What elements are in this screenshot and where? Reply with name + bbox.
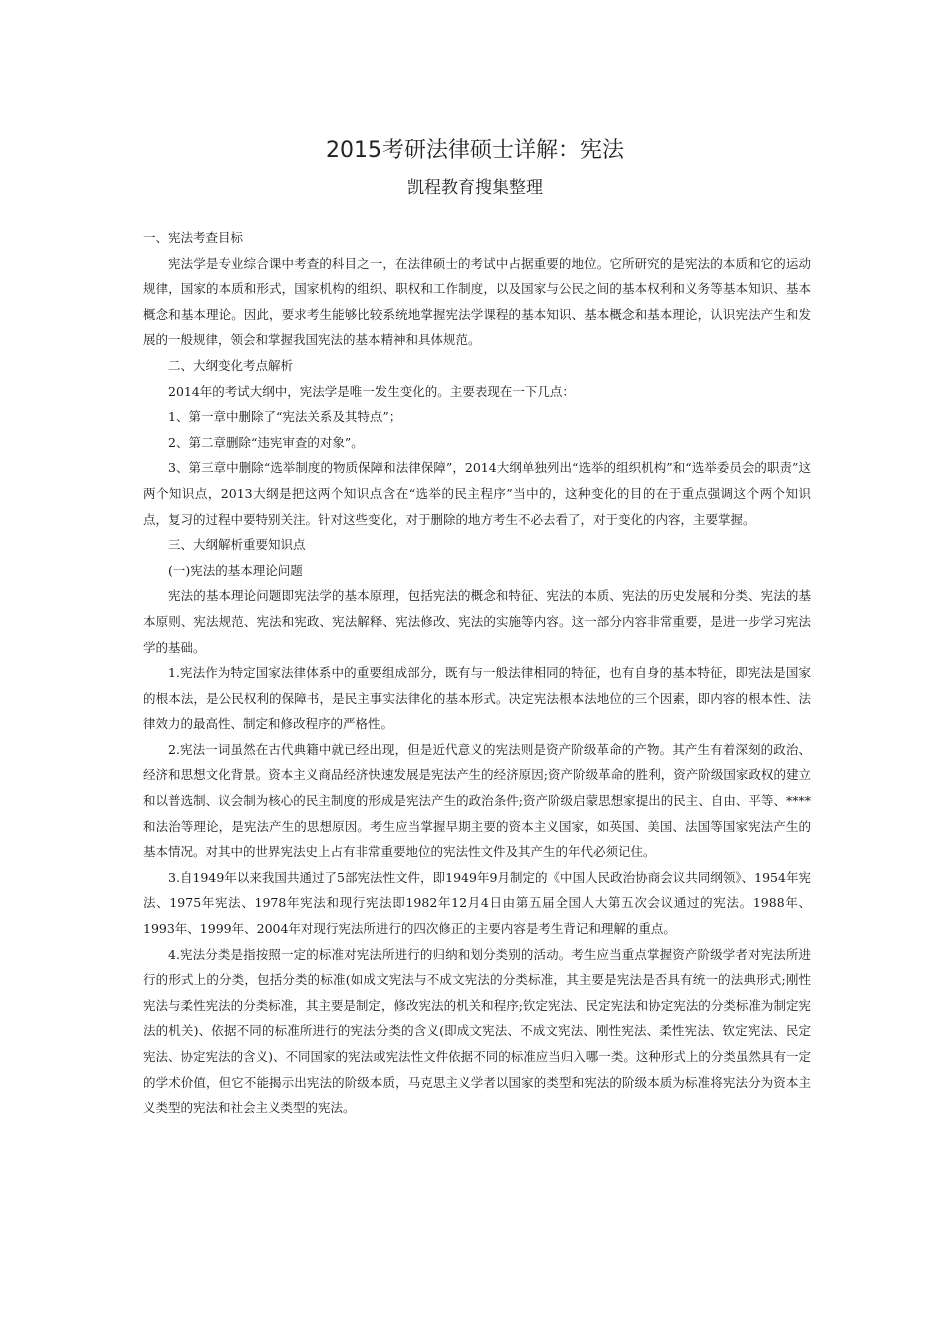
paragraph: 2014年的考试大纲中，宪法学是唯一发生变化的。主要表现在一下几点：: [168, 383, 575, 399]
paragraph: 3.自1949年以来我国共通过了5部宪法性文件，即1949年9月制定的《中国人民政治协商会议共同纲领》、1954年宪法、1975年宪法、1978年宪法和现行宪法即1982年12月4日由第五届全国人大第五次会议通过的宪法。1988年、1993年、1999年、2004年对现行宪法所进行的四次修正的主要内容是考生背记和理解的重点。: [143, 869, 811, 937]
paragraph: 1、第一章中删除了“宪法关系及其特点”；: [168, 409, 402, 425]
paragraph: 二、大纲变化考点解析: [168, 357, 294, 373]
paragraph: 3、第三章中删除“选举制度的物质保障和法律保障”，2014大纲单独列出“选举的组织机构”和“选举委员会的职责”这两个知识点，2013大纲是把这两个知识点含在“选举的民主程序”当中的，这种变化的目的在于重点强调这个两个知识点，复习的过程中要特别关注。针对这些变化，对于删除的地方考生不必去看了，对于变化的内容，主要掌握。: [143, 460, 811, 527]
paragraph: 2、第二章删除“违宪审查的对象”。: [168, 434, 364, 450]
paragraph: 4.宪法分类是指按照一定的标准对宪法所进行的归纳和划分类别的活动。考生应当重点掌握资产阶级学者对宪法所进行的形式上的分类，包括分类的标准(如成文宪法与不成文宪法的分类标准，其主要是宪法是否具有统一的法典形式;刚性宪法与柔性宪法的分类标准，其主要是制定，修改宪法的机关和程序;钦定宪法、民定宪法和协定宪法的分类标准为制定宪法的机关)、依据不同的标准所进行的宪法分类的含义(即成文宪法、不成文宪法、刚性宪法、柔性宪法、钦定宪法、民定宪法、协定宪法的含义)、不同国家的宪法或宪法性文件依据不同的标准应当归入哪一类。这种形式上的分类虽然具有一定的学术价值，但它不能揭示出宪法的阶级本质，马克思主义学者以国家的类型和宪法的阶级本质为标准将宪法分为资本主义类型的宪法和社会主义类型的宪法。: [143, 946, 811, 1116]
paragraph: 三、大纲解析重要知识点: [168, 537, 306, 553]
paragraph: 宪法学是专业综合课中考查的科目之一，在法律硕士的考试中占据重要的地位。它所研究的是宪法的本质和它的运动规律，国家的本质和形式，国家机构的组织、职权和工作制度，以及国家与公民之间的基本权利和义务等基本知识、基本概念和基本理论。因此，要求考生能够比较系统地掌握宪法学课程的基本知识、基本概念和基本理论，认识宪法产生和发展的一般规律，领会和掌握我国宪法的基本精神和具体规范。: [143, 255, 811, 348]
paragraph: 宪法的基本理论问题即宪法学的基本原理，包括宪法的概念和特征、宪法的本质、宪法的历史发展和分类、宪法的基本原则、宪法规范、宪法和宪政、宪法解释、宪法修改、宪法的实施等内容。这一部分内容非常重要，是进一步学习宪法学的基础。: [143, 588, 811, 655]
paragraph: 2.宪法一词虽然在古代典籍中就已经出现，但是近代意义的宪法则是资产阶级革命的产物。其产生有着深刻的政治、经济和思想文化背景。资本主义商品经济快速发展是宪法产生的经济原因;资产阶级革命的胜利，资产阶级国家政权的建立和以普选制、议会制为核心的民主制度的形成是宪法产生的政治条件;资产阶级启蒙思想家提出的民主、自由、平等、****和法治等理论，是宪法产生的思想原因。考生应当掌握早期主要的资本主义国家，如英国、美国、法国等国家宪法产生的基本情况。对其中的世界宪法史上占有非常重要地位的宪法性文件及其产生的年代必须记住。: [143, 741, 811, 860]
paragraph: 一、宪法考查目标: [143, 230, 244, 245]
page-subtitle: 凯程教育搜集整理: [407, 178, 543, 198]
paragraph: (一)宪法的基本理论问题: [168, 562, 303, 578]
paragraph: 1.宪法作为特定国家法律体系中的重要组成部分，既有与一般法律相同的特征，也有自身的基本特征，即宪法是国家的根本法，是公民权利的保障书，是民主事实法律化的基本形式。决定宪法根本法地位的三个因素，即内容的根本性、法律效力的最高性、制定和修改程序的严格性。: [143, 665, 811, 732]
page-title: 2015考研法律硕士详解：宪法: [326, 138, 624, 163]
document-body: [143, 225, 811, 1121]
